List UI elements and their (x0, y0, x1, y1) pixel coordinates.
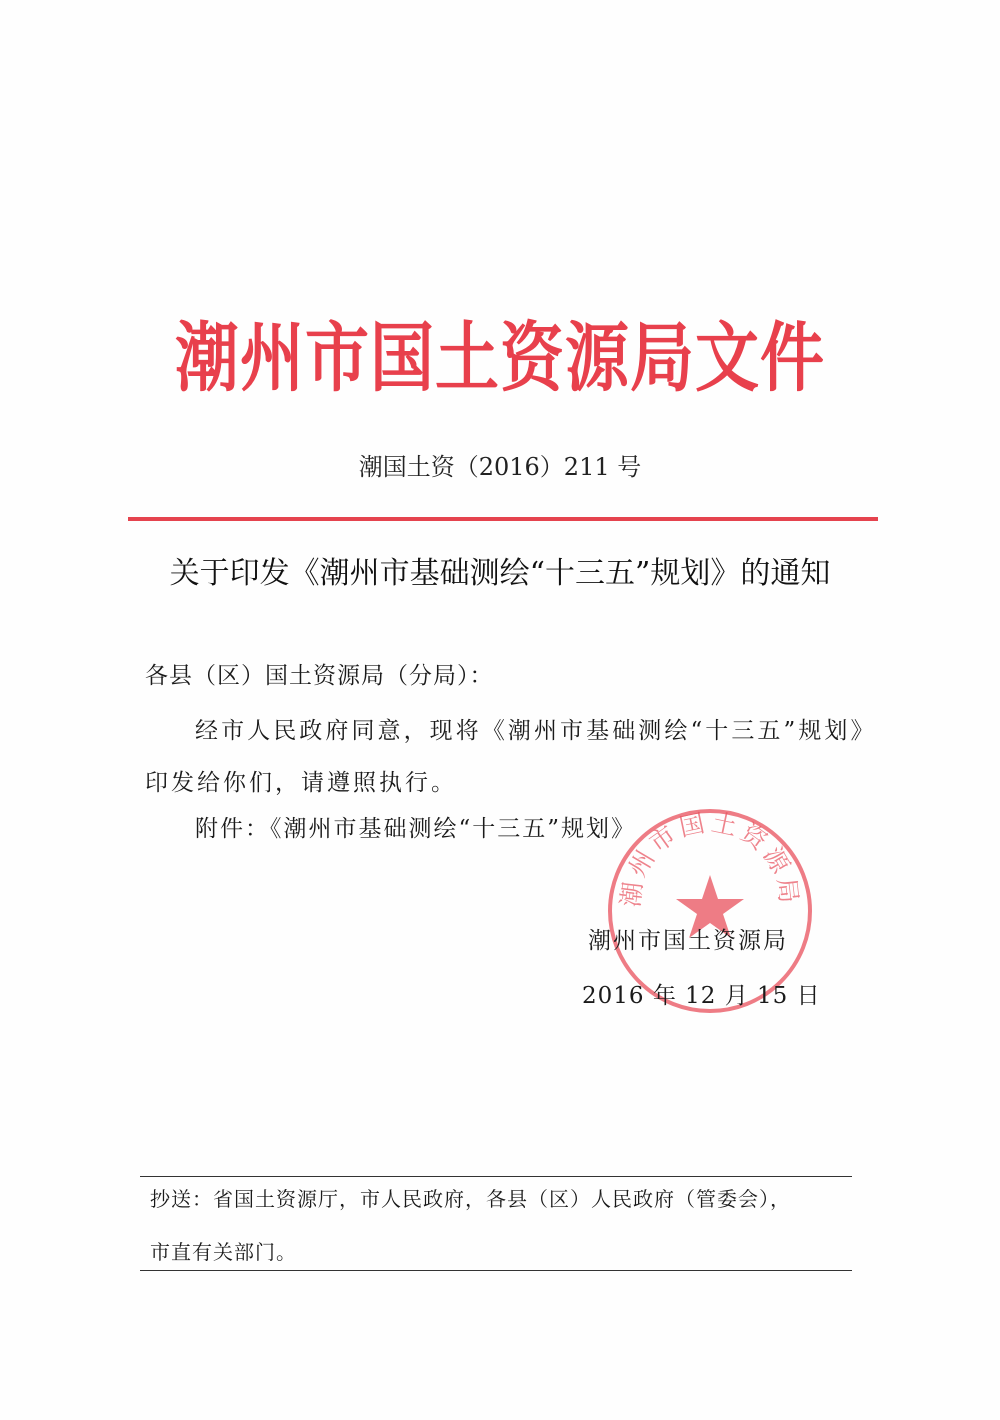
svg-text:潮州市国土资源局: 潮州市国土资源局 (615, 807, 805, 909)
cc-top-rule (140, 1176, 852, 1177)
body-paragraph: 经市人民政府同意，现将《潮州市基础测绘“十三五”规划》印发给你们，请遵照执行。 (145, 718, 865, 796)
document-number: 潮国土资（2016）211 号 (358, 453, 642, 481)
attachment-line: 附件：《潮州市基础测绘“十三五”规划》 (195, 816, 637, 842)
document-title: 关于印发《潮州市基础测绘“十三五”规划》的通知 (169, 556, 831, 591)
salutation: 各县（区）国土资源局（分局）： (145, 663, 494, 689)
cc-recipients-line-1: 抄送：省国土资源厅，市人民政府，各县（区）人民政府（管委会）， (150, 1187, 791, 1211)
masthead-title: 潮州市国土资源局文件 (175, 315, 825, 404)
cc-bottom-rule (140, 1270, 852, 1271)
red-separator-line (128, 517, 878, 521)
cc-recipients-line-2: 市直有关部门。 (150, 1240, 297, 1264)
signing-authority: 潮州市国土资源局 (588, 928, 788, 954)
signing-date: 2016 年 12 月 15 日 (582, 983, 821, 1009)
